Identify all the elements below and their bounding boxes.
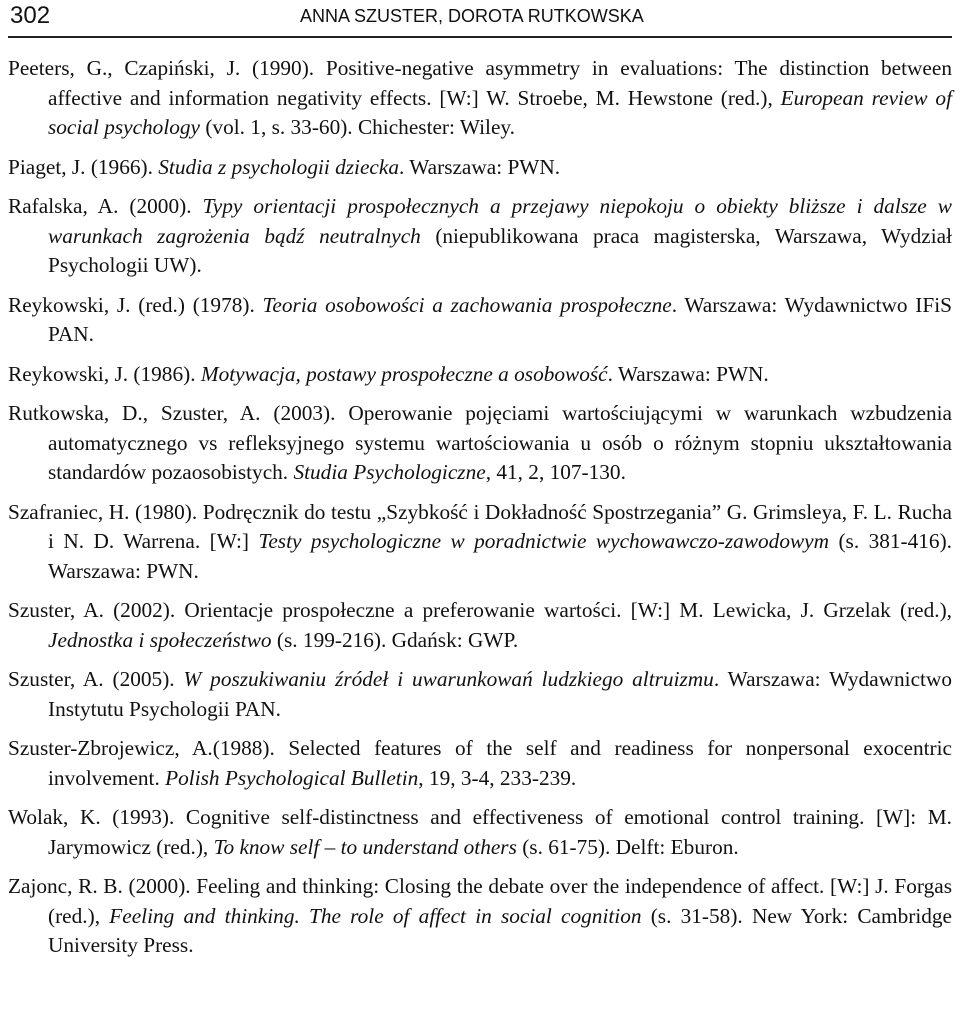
reference-entry: Rutkowska, D., Szuster, A. (2003). Operowanie pojęciami wartościującymi w warunkach wzbudzenia automatycznego vs refleksyjnego systemu wartościowania u osób o różnym stopniu ukształtowania standardów pozaosobistych. Studia Psychologiczne, 41, 2, 107-130. [8,401,952,484]
page-header [8,0,952,38]
reference-entry: Peeters, G., Czapiński, J. (1990). Positive-negative asymmetry in evaluations: The distinction between affective and information negativity effects. [W:] W. Stroebe, M. Hewstone (red.), European review of social psychology (vol. 1, s. 33-60). Chichester: Wiley. [8,56,952,139]
reference-entry: Piaget, J. (1966). Studia z psychologii dziecka. Warszawa: PWN. [8,154,561,179]
reference-entry: Reykowski, J. (red.) (1978). Teoria osobowości a zachowania prospołeczne. Warszawa: Wydawnictwo IFiS PAN. [8,292,953,346]
reference-entry: Reykowski, J. (1986). Motywacja, postawy prospołeczne a osobowość. Warszawa: PWN. [8,361,769,386]
reference-entry: Wolak, K. (1993). Cognitive self-distinctness and effectiveness of emotional control training. [W]: M. Jarymowicz (red.), To know self – to understand others (s. 61-75). Delft: Eburon. [8,805,952,859]
page-number: 302 [10,2,51,29]
reference-entry: Zajonc, R. B. (2000). Feeling and thinking: Closing the debate over the independence of affect. [W:] J. Forgas (red.), Feeling and thinking. The role of affect in social cognition (s. 31-58). New York: Cambridge University Press. [8,874,952,957]
reference-entry: Rafalska, A. (2000). Typy orientacji prospołecznych a przejawy niepokoju o obiekty bliższe i dalsze w warunkach zagrożenia bądź neutralnych (niepublikowana praca magisterska, Warszawa, Wydział Psychologii UW). [8,194,952,277]
running-title: ANNA SZUSTER, DOROTA RUTKOWSKA [300,6,644,26]
reference-entry: Szafraniec, H. (1980). Podręcznik do testu „Szybkość i Dokładność Spostrzegania” G. Grimsleya, F. L. Rucha i N. D. Warrena. [W:] Testy psychologiczne w poradnictwie wychowawczo-zawodowym (s. 381-416). Warszawa: PWN. [8,499,952,583]
reference-entry: Szuster, A. (2005). W poszukiwaniu źródeł i uwarunkowań ludzkiego altruizmu. Warszawa: Wydawnictwo Instytutu Psychologii PAN. [8,667,953,721]
reference-list [8,54,952,971]
reference-entry: Szuster-Zbrojewicz, A.(1988). Selected features of the self and readiness for nonpersonal exocentric involvement. Polish Psychological Bulletin, 19, 3-4, 233-239. [8,736,952,790]
reference-entry: Szuster, A. (2002). Orientacje prospołeczne a preferowanie wartości. [W:] M. Lewicka, J. Grzelak (red.), Jednostka i społeczeństwo (s. 199-216). Gdańsk: GWP. [8,598,952,652]
